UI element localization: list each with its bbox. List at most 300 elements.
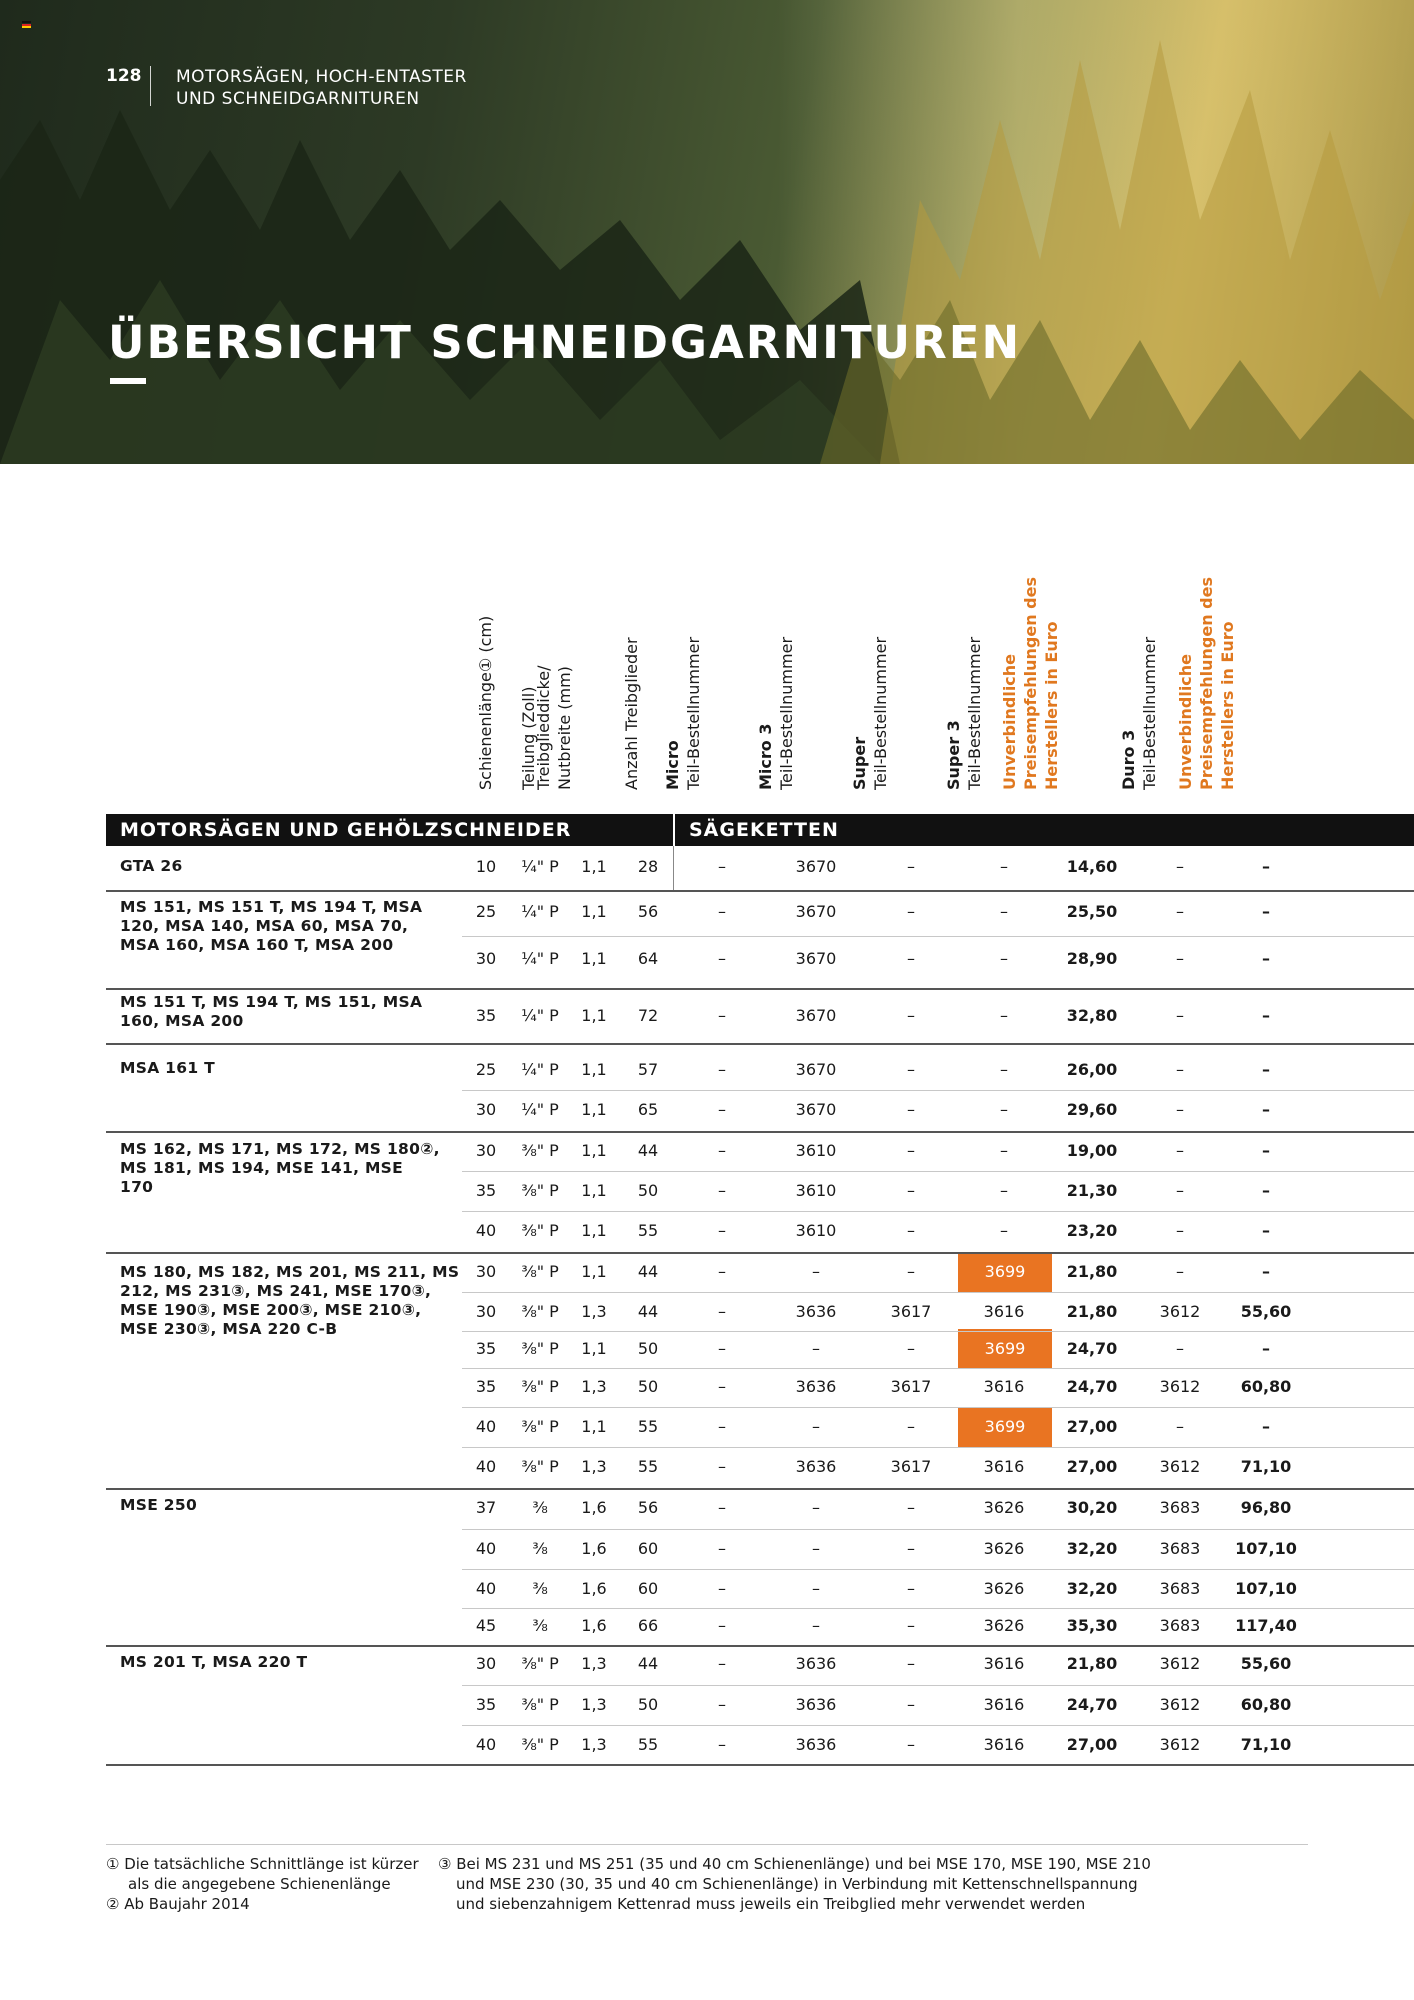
cell-price2: – [1262, 1100, 1270, 1119]
col-header-treibglied [533, 490, 575, 790]
col-header-micro3-name [755, 490, 776, 790]
cell-price2: 96,80 [1240, 1498, 1292, 1517]
cell-duro3: – [1176, 1417, 1184, 1436]
cell-price1: 21,30 [1066, 1181, 1118, 1200]
hero-image [0, 0, 1414, 464]
table-row [0, 1370, 1414, 1404]
col-header-duro3 [1118, 490, 1160, 790]
cell-pitch: ¼" P [521, 857, 559, 876]
cell-super3: 3616 [983, 1654, 1025, 1673]
cell-pitch: ¼" P [521, 949, 559, 968]
col-header-micro-sub: Teil-Bestellnummer [684, 636, 703, 790]
row-divider [462, 1171, 1414, 1172]
cell-micro3: 3670 [795, 1006, 837, 1025]
cell-links: 44 [637, 1302, 659, 1321]
cell-micro: – [718, 1339, 726, 1358]
cell-micro3: 3610 [795, 1221, 837, 1240]
cell-micro: – [718, 1654, 726, 1673]
cell-super: – [907, 1221, 915, 1240]
cell-price1: 14,60 [1066, 857, 1118, 876]
cell-duro3: – [1176, 1141, 1184, 1160]
cell-price2: – [1262, 902, 1270, 921]
cell-pitch: ⅜ [532, 1579, 548, 1598]
cell-micro3: 3670 [795, 1060, 837, 1079]
cell-len: 30 [475, 1302, 497, 1321]
col-header-micro3 [755, 490, 797, 790]
cell-super: – [907, 1735, 915, 1754]
footnote-1-line1: ① Die tatsächliche Schnittlänge ist kürzer [106, 1855, 419, 1873]
cell-price2: – [1262, 1006, 1270, 1025]
table-row [0, 1491, 1414, 1525]
cell-duro3: 3612 [1159, 1735, 1201, 1754]
group-divider [106, 1131, 1414, 1133]
cell-len: 10 [475, 857, 497, 876]
model-name: MS 180, MS 182, MS 201, MS 211, MS 212, MS 231③, MS 241, MSE 170③, MSE 190③, MSE 200③, MSE 210③, MSE 230③, MSA 220 C-B [120, 1263, 460, 1338]
cell-len: 45 [475, 1616, 497, 1635]
cell-price1: 32,20 [1066, 1539, 1118, 1558]
cell-super3: 3626 [983, 1579, 1025, 1598]
cell-gauge: 1,1 [581, 1100, 607, 1119]
cell-pitch: ⅜" P [521, 1654, 559, 1673]
table-row [0, 1295, 1414, 1329]
cell-micro: – [718, 1141, 726, 1160]
cell-price1: 24,70 [1066, 1377, 1118, 1396]
cell-super: – [907, 857, 915, 876]
cell-micro: – [718, 1006, 726, 1025]
row-divider [462, 1211, 1414, 1212]
cell-price2: – [1262, 1417, 1270, 1436]
cell-duro3: 3612 [1159, 1695, 1201, 1714]
cell-gauge: 1,6 [581, 1616, 607, 1635]
cell-super3: – [1000, 949, 1008, 968]
footnote-3 [438, 1854, 1151, 1914]
cell-duro3: – [1176, 1339, 1184, 1358]
cell-gauge: 1,3 [581, 1735, 607, 1754]
col-header-super3-sub: Teil-Bestellnummer [965, 636, 984, 790]
cell-price1: 29,60 [1066, 1100, 1118, 1119]
footnote-rule [106, 1844, 1308, 1845]
cell-price2: 117,40 [1235, 1616, 1297, 1635]
table-row [0, 895, 1414, 929]
col-header-super-name [849, 490, 870, 790]
cell-super: – [907, 1695, 915, 1714]
cell-links: 50 [637, 1181, 659, 1200]
cell-pitch: ⅜ [532, 1616, 548, 1635]
cell-links: 44 [637, 1654, 659, 1673]
cell-pitch: ⅜" P [521, 1735, 559, 1754]
cell-micro3: 3636 [795, 1735, 837, 1754]
cell-micro3: – [812, 1417, 820, 1436]
cell-price2: 60,80 [1240, 1695, 1292, 1714]
cell-links: 56 [637, 1498, 659, 1517]
col-header-super-bold: Super [850, 736, 869, 790]
row-divider [462, 1090, 1414, 1091]
header-divider [150, 66, 151, 106]
cell-price2: – [1262, 1339, 1270, 1358]
cell-micro3: – [812, 1498, 820, 1517]
cell-pitch: ¼" P [521, 1100, 559, 1119]
cell-micro: – [718, 1302, 726, 1321]
group-divider [106, 1043, 1414, 1045]
cell-price2: – [1262, 1221, 1270, 1240]
cell-price1: 27,00 [1066, 1417, 1118, 1436]
col-header-micro [662, 490, 704, 790]
cell-super3: – [1000, 1141, 1008, 1160]
cell-micro3: 3670 [795, 1100, 837, 1119]
cell-pitch: ⅜" P [521, 1339, 559, 1358]
cell-price2: – [1262, 1141, 1270, 1160]
cell-price2: – [1262, 1262, 1270, 1281]
cell-duro3: – [1176, 857, 1184, 876]
col-header-super3-name [943, 490, 964, 790]
cell-price1: 21,80 [1066, 1654, 1118, 1673]
cell-pitch: ⅜" P [521, 1302, 559, 1321]
cell-micro3: 3636 [795, 1654, 837, 1673]
cell-super: – [907, 1262, 915, 1281]
cell-super3: – [1000, 1221, 1008, 1240]
table-row [0, 1410, 1414, 1444]
col-header-schienenlaenge-text: Schienenlänge① (cm) [476, 615, 495, 790]
cell-links: 50 [637, 1695, 659, 1714]
cell-micro3: 3636 [795, 1457, 837, 1476]
cell-gauge: 1,3 [581, 1302, 607, 1321]
cell-micro: – [718, 1221, 726, 1240]
cell-price2: 107,10 [1235, 1579, 1297, 1598]
cell-pitch: ⅜" P [521, 1695, 559, 1714]
cell-super3: – [1000, 1060, 1008, 1079]
cell-gauge: 1,6 [581, 1579, 607, 1598]
group-divider [106, 1764, 1414, 1766]
cell-micro: – [718, 1616, 726, 1635]
cell-len: 40 [475, 1539, 497, 1558]
cell-price2: 55,60 [1240, 1302, 1292, 1321]
cell-gauge: 1,3 [581, 1695, 607, 1714]
cell-pitch: ¼" P [521, 902, 559, 921]
cell-super3: – [1000, 1181, 1008, 1200]
cell-duro3: – [1176, 1181, 1184, 1200]
cell-links: 57 [637, 1060, 659, 1079]
cell-pitch: ⅜" P [521, 1262, 559, 1281]
cell-pitch: ⅜" P [521, 1141, 559, 1160]
cell-duro3: 3683 [1159, 1539, 1201, 1558]
cell-price2: 71,10 [1240, 1457, 1292, 1476]
cell-len: 30 [475, 1100, 497, 1119]
cell-super: 3617 [890, 1302, 932, 1321]
cell-len: 37 [475, 1498, 497, 1517]
language-flag-icon [22, 21, 31, 28]
cell-super: – [907, 1100, 915, 1119]
cell-super: – [907, 1579, 915, 1598]
cell-micro: – [718, 1417, 726, 1436]
col-header-duro3-name [1118, 490, 1139, 790]
cell-gauge: 1,1 [581, 1181, 607, 1200]
model-name: MSE 250 [120, 1496, 198, 1514]
group-divider [106, 988, 1414, 990]
cell-links: 66 [637, 1616, 659, 1635]
cell-super3: 3616 [983, 1695, 1025, 1714]
page-title: ÜBERSICHT SCHNEIDGARNITUREN [108, 316, 1022, 369]
table-row [0, 999, 1414, 1033]
cell-len: 35 [475, 1339, 497, 1358]
cell-micro: – [718, 949, 726, 968]
cell-pitch: ⅜ [532, 1498, 548, 1517]
cell-super: 3617 [890, 1457, 932, 1476]
cell-len: 40 [475, 1579, 497, 1598]
group-divider [106, 1488, 1414, 1490]
row-divider [462, 936, 1414, 937]
cell-pitch: ⅜" P [521, 1377, 559, 1396]
footnote-3-line3: und siebenzahnigem Kettenrad muss jeweils ein Treibglied mehr verwendet werden [456, 1895, 1086, 1913]
col-header-treibglied-line2: Nutbreite (mm) [555, 666, 574, 790]
cell-links: 50 [637, 1339, 659, 1358]
col-header-anzahl [621, 490, 642, 790]
col-header-price2-line3: Herstellers in Euro [1218, 621, 1237, 790]
cell-gauge: 1,6 [581, 1498, 607, 1517]
cell-price1: 32,80 [1066, 1006, 1118, 1025]
section-title-line2: UND SCHNEIDGARNITUREN [176, 89, 420, 109]
cell-links: 64 [637, 949, 659, 968]
table-row [0, 1532, 1414, 1566]
row-divider [462, 1529, 1414, 1530]
cell-super3: 3626 [983, 1498, 1025, 1517]
cell-micro3: 3610 [795, 1141, 837, 1160]
cell-duro3: 3612 [1159, 1457, 1201, 1476]
cell-gauge: 1,1 [581, 1141, 607, 1160]
cell-price1: 19,00 [1066, 1141, 1118, 1160]
cell-price1: 26,00 [1066, 1060, 1118, 1079]
row-divider [462, 1407, 1414, 1408]
cell-duro3: – [1176, 1262, 1184, 1281]
model-name: GTA 26 [120, 857, 183, 875]
row-divider [462, 1331, 1414, 1332]
cell-len: 30 [475, 1654, 497, 1673]
table-row [0, 1134, 1414, 1168]
cell-super3: 3616 [983, 1302, 1025, 1321]
cell-len: 40 [475, 1735, 497, 1754]
cell-super: 3617 [890, 1377, 932, 1396]
cell-len: 25 [475, 902, 497, 921]
cell-gauge: 1,1 [581, 1006, 607, 1025]
cell-micro3: – [812, 1539, 820, 1558]
col-header-price1-line1: Unverbindliche [1000, 653, 1019, 790]
cell-gauge: 1,1 [581, 1221, 607, 1240]
cell-super3: – [1000, 1006, 1008, 1025]
col-header-super3 [943, 490, 985, 790]
footnote-3-line1: ③ Bei MS 231 und MS 251 (35 und 40 cm Schienenlänge) und bei MSE 170, MSE 190, MSE 210 [438, 1855, 1151, 1873]
cell-micro: – [718, 1181, 726, 1200]
table-row [0, 1332, 1414, 1366]
cell-micro: – [718, 1735, 726, 1754]
cell-micro: – [718, 1457, 726, 1476]
cell-gauge: 1,1 [581, 949, 607, 968]
cell-price1: 27,00 [1066, 1457, 1118, 1476]
cell-gauge: 1,3 [581, 1377, 607, 1396]
col-header-teilung-text: Teilung (Zoll) [519, 686, 538, 790]
cell-super: – [907, 1498, 915, 1517]
cell-len: 40 [475, 1457, 497, 1476]
cell-duro3: – [1176, 1221, 1184, 1240]
cell-super3: 3616 [983, 1735, 1025, 1754]
row-divider [462, 1447, 1414, 1448]
section-bar-saegeketten: SÄGEKETTEN [675, 814, 1414, 846]
cell-micro3: 3636 [795, 1377, 837, 1396]
table-row [0, 1572, 1414, 1606]
cell-links: 60 [637, 1579, 659, 1598]
cell-pitch: ⅜" P [521, 1181, 559, 1200]
cell-duro3: – [1176, 1060, 1184, 1079]
cell-price2: – [1262, 1181, 1270, 1200]
cell-price2: 71,10 [1240, 1735, 1292, 1754]
cell-pitch: ⅜" P [521, 1221, 559, 1240]
cell-gauge: 1,1 [581, 1060, 607, 1079]
cell-price1: 21,80 [1066, 1262, 1118, 1281]
cell-super: – [907, 1339, 915, 1358]
cell-price2: 55,60 [1240, 1654, 1292, 1673]
cell-links: 55 [637, 1417, 659, 1436]
cell-super: – [907, 1417, 915, 1436]
row-divider [462, 1368, 1414, 1369]
table-row [0, 1450, 1414, 1484]
cell-gauge: 1,6 [581, 1539, 607, 1558]
model-name: MS 151, MS 151 T, MS 194 T, MSA 120, MSA 140, MSA 60, MSA 70, MSA 160, MSA 160 T, MSA 200 [120, 898, 423, 954]
cell-micro: – [718, 1060, 726, 1079]
row-divider [462, 1685, 1414, 1686]
col-header-price1-line3: Herstellers in Euro [1042, 621, 1061, 790]
col-header-super-sub: Teil-Bestellnummer [871, 636, 890, 790]
cell-links: 56 [637, 902, 659, 921]
cell-price2: 107,10 [1235, 1539, 1297, 1558]
col-header-duro3-sub: Teil-Bestellnummer [1140, 636, 1159, 790]
cell-micro: – [718, 1498, 726, 1517]
cell-price1: 27,00 [1066, 1735, 1118, 1754]
col-header-super3-bold: Super 3 [944, 720, 963, 790]
cell-gauge: 1,1 [581, 1262, 607, 1281]
cell-len: 40 [475, 1221, 497, 1240]
cell-micro: – [718, 1262, 726, 1281]
table-row [0, 1688, 1414, 1722]
cell-super3: 3626 [983, 1539, 1025, 1558]
cell-duro3: – [1176, 902, 1184, 921]
cell-price1: 24,70 [1066, 1695, 1118, 1714]
cell-len: 30 [475, 1262, 497, 1281]
cell-super3-highlight: 3699 [958, 1329, 1052, 1369]
table-row [0, 1728, 1414, 1762]
cell-micro: – [718, 1579, 726, 1598]
col-header-price2-line1: Unverbindliche [1176, 653, 1195, 790]
col-header-micro-name [662, 490, 683, 790]
section-title-line1: MOTORSÄGEN, HOCH-ENTASTER [176, 67, 467, 87]
cell-price1: 35,30 [1066, 1616, 1118, 1635]
table-row [0, 850, 1414, 884]
footnote-3-line2: und MSE 230 (30, 35 und 40 cm Schienenlänge) in Verbindung mit Kettenschnellspannung [456, 1875, 1138, 1893]
cell-price1: 28,90 [1066, 949, 1118, 968]
model-name: MS 151 T, MS 194 T, MS 151, MSA 160, MSA 200 [120, 993, 423, 1030]
cell-len: 35 [475, 1006, 497, 1025]
table-row [0, 1174, 1414, 1208]
cell-len: 35 [475, 1181, 497, 1200]
cell-price2: – [1262, 857, 1270, 876]
col-header-price2 [1175, 490, 1238, 790]
cell-micro: – [718, 902, 726, 921]
cell-super3-highlight: 3699 [958, 1252, 1052, 1292]
cell-pitch: ¼" P [521, 1060, 559, 1079]
footnote-2: ② Ab Baujahr 2014 [106, 1895, 250, 1913]
model-name: MS 162, MS 171, MS 172, MS 180②, MS 181, MS 194, MSE 141, MSE 170 [120, 1140, 440, 1196]
cell-price1: 32,20 [1066, 1579, 1118, 1598]
group-divider [106, 1252, 1414, 1254]
col-header-micro-bold: Micro [663, 740, 682, 790]
col-header-micro3-bold: Micro 3 [756, 723, 775, 790]
row-divider [462, 1292, 1414, 1293]
cell-price1: 24,70 [1066, 1339, 1118, 1358]
cell-micro: – [718, 1695, 726, 1714]
cell-super: – [907, 949, 915, 968]
cell-links: 50 [637, 1377, 659, 1396]
cell-len: 40 [475, 1417, 497, 1436]
col-header-micro3-sub: Teil-Bestellnummer [777, 636, 796, 790]
table-row [0, 1647, 1414, 1681]
cell-pitch: ⅜ [532, 1539, 548, 1558]
cell-gauge: 1,1 [581, 857, 607, 876]
cell-pitch: ⅜" P [521, 1457, 559, 1476]
cell-super: – [907, 1181, 915, 1200]
cell-duro3: – [1176, 1100, 1184, 1119]
table-row [0, 1053, 1414, 1087]
col-header-price1-line2: Preisempfehlungen des [1021, 576, 1040, 790]
table-row [0, 1609, 1414, 1643]
cell-duro3: 3683 [1159, 1579, 1201, 1598]
cell-duro3: 3612 [1159, 1302, 1201, 1321]
row-divider [462, 1608, 1414, 1609]
cell-super: – [907, 1060, 915, 1079]
cell-price2: 60,80 [1240, 1377, 1292, 1396]
col-header-duro3-bold: Duro 3 [1119, 729, 1138, 790]
model-name: MS 201 T, MSA 220 T [120, 1653, 308, 1671]
table-row [0, 1255, 1414, 1289]
cell-super3: – [1000, 857, 1008, 876]
cell-links: 60 [637, 1539, 659, 1558]
cell-links: 44 [637, 1262, 659, 1281]
model-name: MSA 161 T [120, 1059, 216, 1077]
cell-gauge: 1,1 [581, 1339, 607, 1358]
cell-duro3: 3683 [1159, 1498, 1201, 1517]
cell-price2: – [1262, 1060, 1270, 1079]
cell-super3: – [1000, 902, 1008, 921]
cell-micro: – [718, 1377, 726, 1396]
cell-gauge: 1,3 [581, 1654, 607, 1673]
section-bar-motorsaegen: MOTORSÄGEN UND GEHÖLZSCHNEIDER [106, 814, 673, 846]
cell-micro: – [718, 857, 726, 876]
cell-gauge: 1,3 [581, 1457, 607, 1476]
cell-super: – [907, 1616, 915, 1635]
cell-micro3: – [812, 1339, 820, 1358]
cell-micro3: – [812, 1579, 820, 1598]
cell-links: 44 [637, 1141, 659, 1160]
cell-super3: 3626 [983, 1616, 1025, 1635]
cell-price1: 25,50 [1066, 902, 1118, 921]
col-header-anzahl-text: Anzahl Treibglieder [622, 637, 641, 790]
cell-pitch: ⅜" P [521, 1417, 559, 1436]
cell-micro3: 3670 [795, 857, 837, 876]
table-row [0, 1214, 1414, 1248]
page-number: 128 [106, 66, 142, 86]
col-header-schienenlaenge [475, 490, 496, 790]
cell-super: – [907, 1141, 915, 1160]
cell-super: – [907, 1006, 915, 1025]
section-title [176, 66, 467, 110]
cell-duro3: 3683 [1159, 1616, 1201, 1635]
cell-pitch: ¼" P [521, 1006, 559, 1025]
